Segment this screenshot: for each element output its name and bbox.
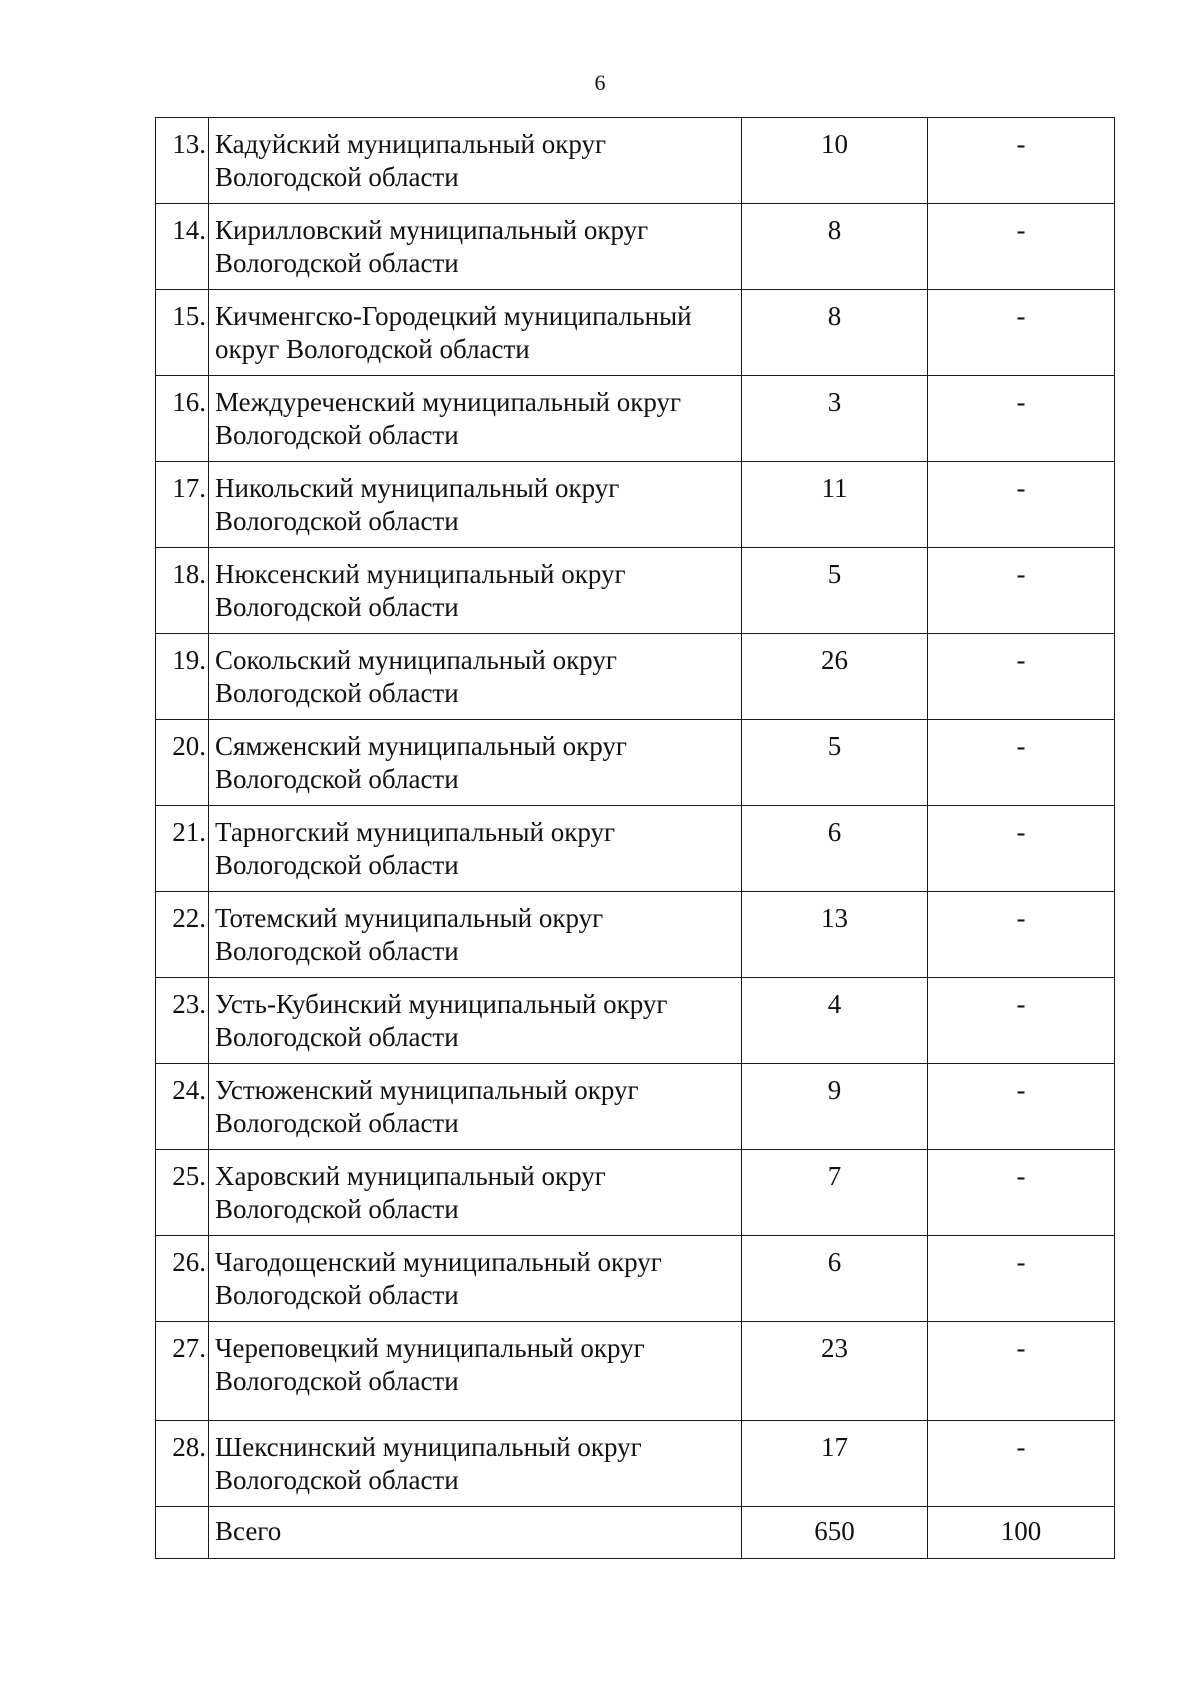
district-value: 10 xyxy=(742,118,928,204)
row-number: 15. xyxy=(156,290,209,376)
district-extra: - xyxy=(928,548,1115,634)
table-row xyxy=(156,290,1115,376)
row-number: 23. xyxy=(156,978,209,1064)
total-row xyxy=(156,1507,1115,1559)
district-name: Чагодощенский муниципальный округ Вологодской области xyxy=(209,1236,742,1322)
district-extra: - xyxy=(928,462,1115,548)
district-extra: - xyxy=(928,1236,1115,1322)
districts-table xyxy=(155,117,1115,1559)
table-row xyxy=(156,204,1115,290)
district-value: 3 xyxy=(742,376,928,462)
table-row xyxy=(156,1064,1115,1150)
district-extra: - xyxy=(928,892,1115,978)
district-extra: - xyxy=(928,634,1115,720)
total-value: 650 xyxy=(742,1507,928,1559)
district-name: Череповецкий муниципальный округ Вологодской области xyxy=(209,1322,742,1421)
district-extra: - xyxy=(928,118,1115,204)
district-name: Шекснинский муниципальный округ Вологодской области xyxy=(209,1421,742,1507)
table-row xyxy=(156,978,1115,1064)
row-number: 25. xyxy=(156,1150,209,1236)
district-name: Тарногский муниципальный округ Вологодской области xyxy=(209,806,742,892)
district-name: Никольский муниципальный округ Вологодской области xyxy=(209,462,742,548)
district-name: Сямженский муниципальный округ Вологодской области xyxy=(209,720,742,806)
table-row xyxy=(156,118,1115,204)
district-value: 5 xyxy=(742,720,928,806)
table-row xyxy=(156,1421,1115,1507)
table-row xyxy=(156,1322,1115,1421)
district-extra: - xyxy=(928,1150,1115,1236)
district-name: Харовский муниципальный округ Вологодской области xyxy=(209,1150,742,1236)
district-extra: - xyxy=(928,376,1115,462)
district-extra: - xyxy=(928,978,1115,1064)
table-row xyxy=(156,806,1115,892)
total-number-cell xyxy=(156,1507,209,1559)
table-row xyxy=(156,720,1115,806)
district-name: Сокольский муниципальный округ Вологодской области xyxy=(209,634,742,720)
district-value: 6 xyxy=(742,806,928,892)
row-number: 22. xyxy=(156,892,209,978)
table-row xyxy=(156,376,1115,462)
district-value: 26 xyxy=(742,634,928,720)
district-extra: - xyxy=(928,290,1115,376)
row-number: 14. xyxy=(156,204,209,290)
row-number: 24. xyxy=(156,1064,209,1150)
district-value: 11 xyxy=(742,462,928,548)
table-row xyxy=(156,1150,1115,1236)
total-extra: 100 xyxy=(928,1507,1115,1559)
row-number: 21. xyxy=(156,806,209,892)
row-number: 26. xyxy=(156,1236,209,1322)
district-value: 23 xyxy=(742,1322,928,1421)
district-name: Междуреченский муниципальный округ Вологодской области xyxy=(209,376,742,462)
row-number: 20. xyxy=(156,720,209,806)
district-extra: - xyxy=(928,1064,1115,1150)
district-extra: - xyxy=(928,1421,1115,1507)
table-row xyxy=(156,462,1115,548)
table-row xyxy=(156,1236,1115,1322)
row-number: 18. xyxy=(156,548,209,634)
row-number: 17. xyxy=(156,462,209,548)
district-value: 7 xyxy=(742,1150,928,1236)
row-number: 28. xyxy=(156,1421,209,1507)
district-name: Тотемский муниципальный округ Вологодской области xyxy=(209,892,742,978)
total-label: Всего xyxy=(209,1507,742,1559)
district-extra: - xyxy=(928,1322,1115,1421)
district-extra: - xyxy=(928,806,1115,892)
district-value: 6 xyxy=(742,1236,928,1322)
district-name: Устюженский муниципальный округ Вологодской области xyxy=(209,1064,742,1150)
table-row xyxy=(156,634,1115,720)
table-row xyxy=(156,892,1115,978)
district-value: 5 xyxy=(742,548,928,634)
district-name: Кирилловский муниципальный округ Вологодской области xyxy=(209,204,742,290)
page-number: 6 xyxy=(594,70,606,95)
district-value: 9 xyxy=(742,1064,928,1150)
district-extra: - xyxy=(928,204,1115,290)
district-value: 8 xyxy=(742,204,928,290)
row-number: 19. xyxy=(156,634,209,720)
row-number: 13. xyxy=(156,118,209,204)
district-extra: - xyxy=(928,720,1115,806)
district-name: Кадуйский муниципальный округ Вологодской области xyxy=(209,118,742,204)
district-name: Нюксенский муниципальный округ Вологодской области xyxy=(209,548,742,634)
table-row xyxy=(156,548,1115,634)
district-value: 17 xyxy=(742,1421,928,1507)
district-value: 4 xyxy=(742,978,928,1064)
district-name: Усть-Кубинский муниципальный округ Вологодской области xyxy=(209,978,742,1064)
district-name: Кичменгско-Городецкий муниципальный округ Вологодской области xyxy=(209,290,742,376)
row-number: 16. xyxy=(156,376,209,462)
district-value: 13 xyxy=(742,892,928,978)
district-value: 8 xyxy=(742,290,928,376)
row-number: 27. xyxy=(156,1322,209,1421)
